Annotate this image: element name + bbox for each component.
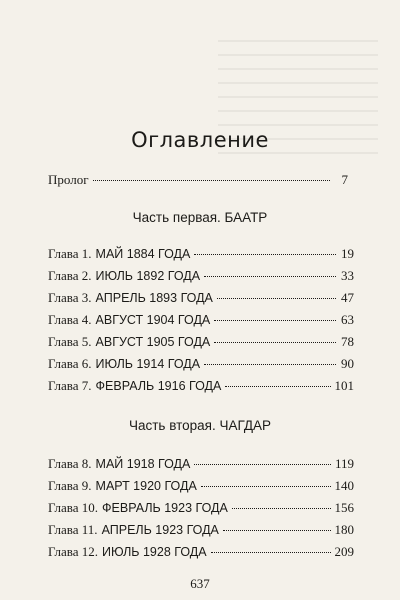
entry-label: Глава 2. (48, 268, 92, 283)
toc-entry (48, 478, 354, 498)
entry-label: Пролог (48, 172, 89, 187)
entry-title: ИЮЛЬ 1928 ГОДА (102, 545, 207, 559)
entry-label: Глава 12. (48, 544, 99, 559)
toc-entry (48, 522, 354, 542)
entry-page: 47 (341, 290, 354, 305)
toc-entry (48, 312, 354, 332)
entry-page: 140 (334, 478, 354, 493)
leader-dots (211, 551, 331, 553)
entry-label: Глава 4. (48, 312, 92, 327)
entry-title: МАЙ 1918 ГОДА (95, 457, 191, 471)
leader-dots (194, 463, 331, 465)
toc-entry (48, 334, 354, 354)
leader-dots (93, 179, 330, 181)
entry-page: 209 (334, 544, 354, 559)
entry-label: Глава 7. (48, 378, 92, 393)
toc-entry (48, 290, 354, 310)
entry-page: 33 (341, 268, 354, 283)
entry-page: 63 (341, 312, 354, 327)
entry-label: Глава 10. (48, 500, 99, 515)
entry-label: Глава 6. (48, 356, 92, 371)
entry-page: 119 (334, 456, 354, 471)
leader-dots (223, 529, 331, 531)
entry-title: ФЕВРАЛЬ 1923 ГОДА (102, 501, 228, 515)
entry-title: ФЕВРАЛЬ 1916 ГОДА (95, 379, 222, 393)
entry-title: АВГУСТ 1904 ГОДА (95, 313, 211, 327)
entry-page: 90 (341, 356, 354, 371)
entry-label: Глава 3. (48, 290, 92, 305)
toc-entry (48, 378, 354, 398)
leader-dots (204, 363, 336, 365)
part-title: Часть вторая. ЧАГДАР (128, 418, 272, 433)
entry-page: 7 (341, 172, 348, 187)
leader-dots (214, 341, 336, 343)
toc-entry (48, 246, 354, 266)
entry-title: АВГУСТ 1905 ГОДА (95, 335, 211, 349)
entry-label: Глава 8. (48, 456, 92, 471)
toc-entry (48, 268, 354, 288)
entry-page: 101 (334, 378, 354, 393)
toc-entry (48, 456, 354, 476)
toc-entry (48, 500, 354, 520)
entry-page: 180 (334, 522, 354, 537)
entry-title: ИЮЛЬ 1914 ГОДА (95, 357, 201, 371)
page-number: 637 (190, 576, 210, 591)
leader-dots (204, 275, 336, 277)
entry-title: ИЮЛЬ 1892 ГОДА (95, 269, 201, 283)
toc-entry (48, 544, 354, 564)
leader-dots (217, 297, 336, 299)
entry-label: Глава 9. (48, 478, 92, 493)
leader-dots (225, 385, 330, 387)
entry-title: МАЙ 1884 ГОДА (95, 247, 191, 261)
entry-title: АПРЕЛЬ 1923 ГОДА (101, 523, 219, 537)
leader-dots (232, 507, 331, 509)
toc-entry-prolog (48, 172, 348, 192)
leader-dots (201, 485, 331, 487)
entry-page: 19 (341, 246, 354, 261)
entry-page: 78 (341, 334, 354, 349)
entry-label: Глава 1. (48, 246, 92, 261)
entry-page: 156 (334, 500, 354, 515)
leader-dots (214, 319, 336, 321)
toc-heading: Оглавление (131, 128, 269, 152)
part-title: Часть первая. БААТР (132, 210, 268, 225)
toc-entry (48, 356, 354, 376)
entry-label: Глава 11. (48, 522, 98, 537)
entry-title: МАРТ 1920 ГОДА (95, 479, 197, 493)
entry-title: АПРЕЛЬ 1893 ГОДА (95, 291, 213, 305)
leader-dots (194, 253, 336, 255)
entry-label: Глава 5. (48, 334, 92, 349)
